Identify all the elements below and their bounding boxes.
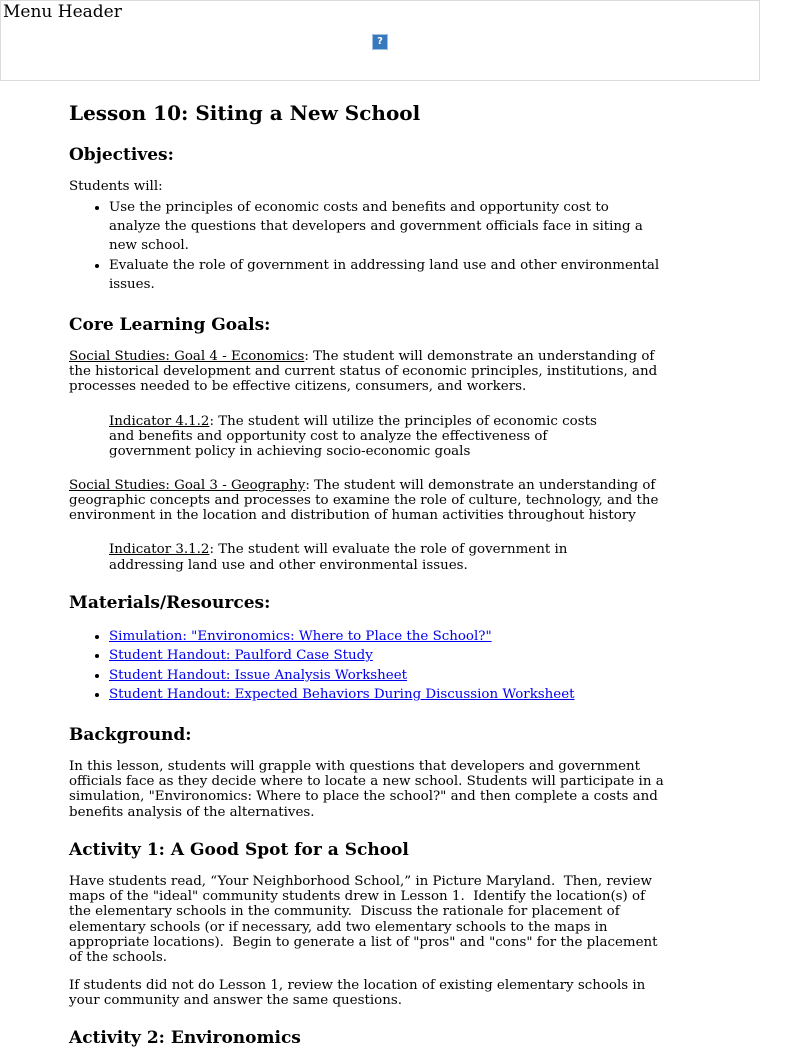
indicator-412-paragraph [109, 414, 624, 459]
header-image-container [1, 34, 759, 50]
materials-item [109, 666, 664, 685]
background-paragraph: In this lesson, students will grapple with questions that developers and government officials face as they decide where to locate a new school. Students will participate in a simulation, "Environomics: Where to place the school?" and then complete a costs and benefits analysis of the alternatives. [69, 759, 668, 820]
indicator-412-text: : The student will utilize the principles of economic costs and benefits and opportunity cost to analyze the effectiveness of government policy in achieving socio-economic goals [109, 413, 602, 459]
core-goals-heading: Core Learning Goals: [69, 314, 271, 335]
indicator-412-lead: Indicator 4.1.2 [109, 413, 210, 429]
link-issue-analysis-worksheet[interactable]: Student Handout: Issue Analysis Worksheet [109, 667, 408, 683]
goal4-lead: Social Studies: Goal 4 - Economics [69, 349, 305, 365]
menu-header-box [0, 0, 760, 81]
indicator-312-lead: Indicator 3.1.2 [109, 542, 210, 558]
objective-item: • Use the principles of economic costs and benefits and opportunity cost to analyze the questions that developers and government officials face in siting a new school. [109, 198, 664, 256]
lesson-content [69, 101, 668, 1049]
link-simulation-environomics[interactable]: Simulation: "Environomics: Where to Place the School?" [109, 629, 492, 645]
materials-list [69, 627, 664, 705]
indicator-312-block [109, 542, 624, 572]
goal3-text: : The student will demonstrate an understanding of geographic concepts and processes to examine the role of culture, technology, and the environment in the location and distribution of human activities throughout history [69, 477, 663, 524]
page-title: Lesson 10: Siting a New School [69, 101, 421, 125]
activity1-paragraph-1: Have students read, “Your Neighborhood School,” in Picture Maryland. Then, review maps of the "ideal" community students drew in Lesson 1. Identify the location(s) of the elementary schools in the community. Discuss the rationale for placement of elementary schools (or if necessary, add two elementary schools to the maps in appropriate locations). Begin to generate a list of "pros" and "cons" for the placement of the schools. [69, 874, 662, 965]
materials-item [109, 646, 664, 665]
activity1-paragraph-2: If students did not do Lesson 1, review the location of existing elementary schools in your community and answer the same questions. [69, 977, 650, 1009]
objectives-heading: Objectives: [69, 145, 174, 165]
materials-heading: Materials/Resources: [69, 592, 271, 613]
materials-item [109, 627, 664, 646]
background-heading: Background: [69, 724, 192, 745]
objectives-intro: Students will: [69, 179, 163, 195]
indicator-412-block [109, 414, 624, 459]
broken-image-icon [372, 34, 388, 50]
objective-item: • Evaluate the role of government in addressing land use and other environmental issues. [109, 256, 664, 295]
activity1-heading: Activity 1: A Good Spot for a School [69, 839, 409, 860]
goal4-text: : The student will demonstrate an understanding of the historical development and current status of economic principles, institutions, and processes needed to be effective citizens, consumers, and workers. [69, 349, 662, 395]
goal3-lead: Social Studies: Goal 3 - Geography [69, 477, 306, 493]
indicator-312-paragraph [109, 542, 624, 572]
indicator-312-text: : The student will evaluate the role of government in addressing land use and other environmental issues. [109, 542, 572, 573]
materials-item [109, 685, 664, 704]
goal3-paragraph [69, 478, 664, 523]
broken-image-glyph: ? [377, 36, 383, 47]
goal4-paragraph [69, 349, 664, 394]
menu-header-title: Menu Header [3, 2, 122, 22]
objectives-list [69, 198, 664, 295]
activity2-heading: Activity 2: Environomics [69, 1028, 301, 1049]
link-paulford-case-study[interactable]: Student Handout: Paulford Case Study [109, 648, 373, 664]
link-expected-behaviors-worksheet[interactable]: Student Handout: Expected Behaviors During Discussion Worksheet [109, 687, 575, 703]
